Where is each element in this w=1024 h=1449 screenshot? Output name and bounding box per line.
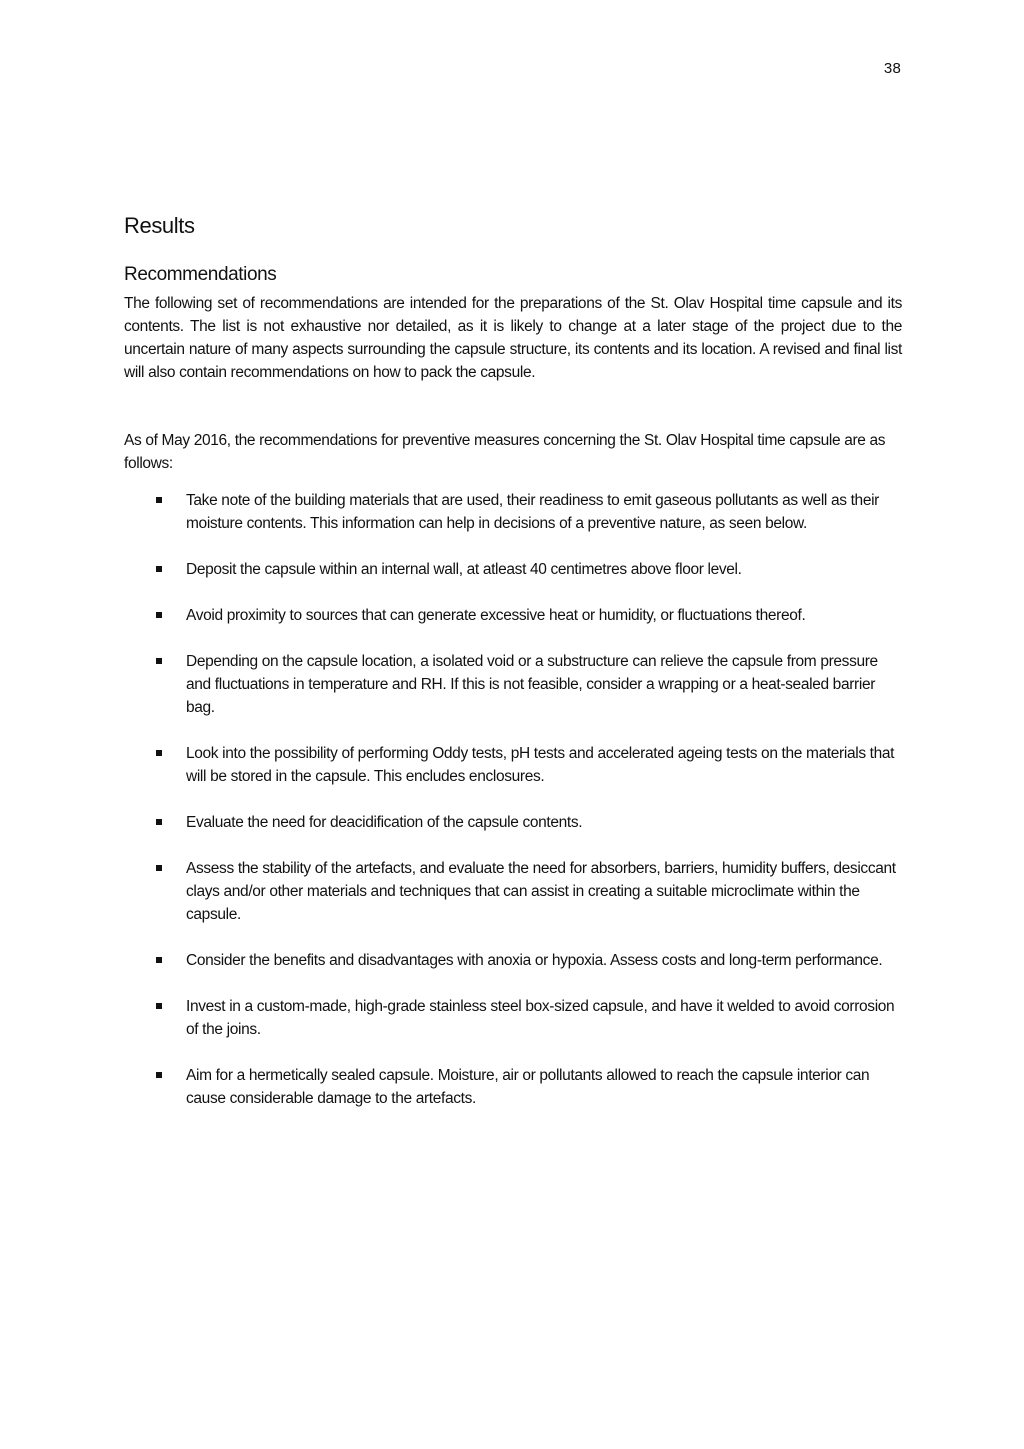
bullet-square-icon: [156, 1072, 162, 1078]
bullet-square-icon: [156, 497, 162, 503]
list-item: [124, 811, 902, 834]
bullet-square-icon: [156, 819, 162, 825]
bullet-square-icon: [156, 865, 162, 871]
intro-paragraph: The following set of recommendations are intended for the preparations of the St. Olav Hospital time capsule and its contents. The list is not exhaustive nor detailed, as it is likely to change at a later stage of the project due to the uncertain nature of many aspects surrounding the capsule structure, its contents and its location. A revised and final list will also contain recommendations on how to pack the capsule.: [124, 295, 902, 381]
list-item: [124, 650, 902, 719]
list-item-text: Take note of the building materials that are used, their readiness to emit gaseous pollutants as well as their moisture contents. This information can help in decisions of a preventive nature, as seen below.: [186, 492, 879, 532]
list-item-text: Assess the stability of the artefacts, and evaluate the need for absorbers, barriers, humidity buffers, desiccant clays and/or other materials and techniques that can assist in creating a suitable microclimate within the capsule.: [186, 860, 896, 923]
recommendations-list: [124, 489, 902, 1110]
list-item: [124, 857, 902, 926]
list-item-text: Depending on the capsule location, a isolated void or a substructure can relieve the capsule from pressure and fluctuations in temperature and RH. If this is not feasible, consider a wrapping or a heat-sealed barrier bag.: [186, 653, 878, 716]
list-item: [124, 949, 902, 972]
list-item: [124, 995, 902, 1041]
section-heading: Results: [124, 213, 195, 238]
bullet-square-icon: [156, 750, 162, 756]
bullet-square-icon: [156, 658, 162, 664]
list-intro-paragraph: As of May 2016, the recommendations for preventive measures concerning the St. Olav Hospital time capsule are as follows:: [124, 432, 886, 472]
bullet-square-icon: [156, 566, 162, 572]
list-item: [124, 604, 902, 627]
list-item-text: Invest in a custom-made, high-grade stainless steel box-sized capsule, and have it welded to avoid corrosion of the joins.: [186, 998, 895, 1038]
bullet-square-icon: [156, 612, 162, 618]
list-item-text: Deposit the capsule within an internal wall, at atleast 40 centimetres above floor level.: [186, 561, 742, 578]
page-number: 38: [883, 60, 901, 77]
list-item: [124, 742, 902, 788]
document-body: [124, 210, 902, 1133]
bullet-square-icon: [156, 957, 162, 963]
list-item-text: Aim for a hermetically sealed capsule. Moisture, air or pollutants allowed to reach the capsule interior can cause considerable damage to the artefacts.: [186, 1067, 870, 1107]
list-item: [124, 558, 902, 581]
list-item-text: Look into the possibility of performing Oddy tests, pH tests and accelerated ageing tests on the materials that will be stored in the capsule. This encludes enclosures.: [186, 745, 895, 785]
subsection-heading: Recommendations: [124, 264, 277, 285]
list-item-text: Avoid proximity to sources that can generate excessive heat or humidity, or fluctuations thereof.: [186, 607, 806, 624]
list-item-text: Consider the benefits and disadvantages with anoxia or hypoxia. Assess costs and long-term performance.: [186, 952, 883, 969]
list-item-text: Evaluate the need for deacidification of the capsule contents.: [186, 814, 583, 831]
list-item: [124, 1064, 902, 1110]
bullet-square-icon: [156, 1003, 162, 1009]
list-item: [124, 489, 902, 535]
